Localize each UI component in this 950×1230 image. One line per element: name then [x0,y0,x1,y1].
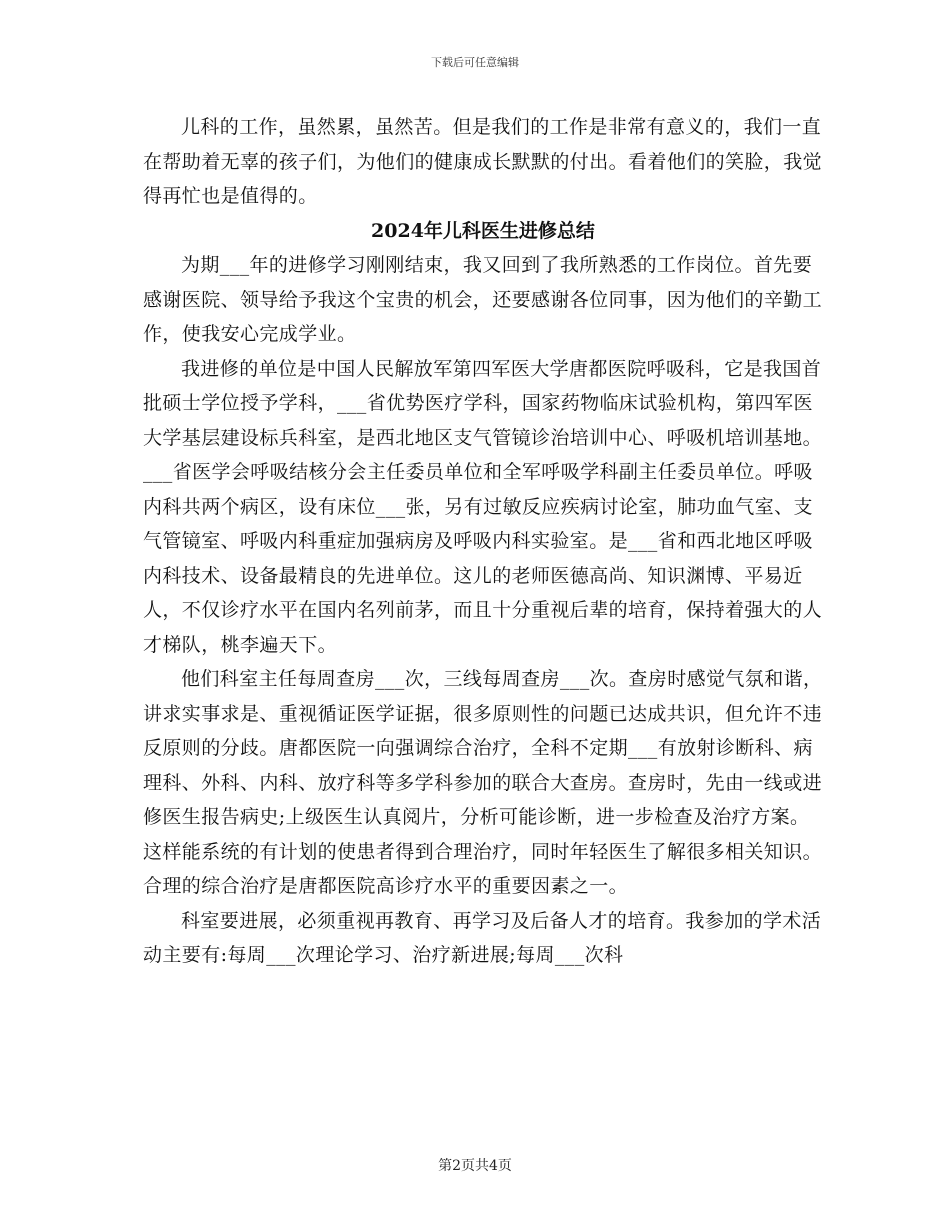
document-body [143,110,823,973]
body-paragraph-2: 我进修的单位是中国人民解放军第四军医大学唐都医院呼吸科，它是我国首批硕士学位授予学科，___省优势医疗学科，国家药物临床试验机构，第四军医大学基层建设标兵科室，是西北地区支气管镜诊治培训中心、呼吸机培训基地。___省医学会呼吸结核分会主任委员单位和全军呼吸学科副主任委员单位。呼吸内科共两个病区，设有床位___张，另有过敏反应疾病讨论室，肺功血气室、支气管镜室、呼吸内科重症加强病房及呼吸内科实验室。是___省和西北地区呼吸内科技术、设备最精良的先进单位。这儿的老师医德高尚、知识渊博、平易近人，不仅诊疗水平在国内名列前茅，而且十分重视后辈的培育，保持着强大的人才梯队，桃李遍天下。 [143,357,823,656]
document-title: 2024年儿科医生进修总结 [371,219,595,242]
body-paragraph-4: 科室要进展，必须重视再教育、再学习及后备人才的培育。我参加的学术活动主要有:每周___次理论学习、治疗新进展;每周___次科 [143,909,822,966]
page-number-footer: 第2页共4页 [438,1158,512,1174]
body-paragraph-3: 他们科室主任每周查房___次，三线每周查房___次。查房时感觉气氛和谐，讲求实事求是、重视循证医学证据，很多原则性的问题已达成共识，但允许不违反原则的分歧。唐都医院一向强调综合治疗，全科不定期___有放射诊断科、病理科、外科、内科、放疗科等多学科参加的联合大查房。查房时，先由一线或进修医生报告病史;上级医生认真阅片，分析可能诊断，进一步检查及治疗方案。这样能系统的有计划的使患者得到合理治疗，同时年轻医生了解很多相关知识。合理的综合治疗是唐都医院高诊疗水平的重要因素之一。 [143,668,823,897]
intro-paragraph: 儿科的工作，虽然累，虽然苦。但是我们的工作是非常有意义的，我们一直在帮助着无辜的孩子们，为他们的健康成长默默的付出。看着他们的笑脸，我觉得再忙也是值得的。 [143,116,823,207]
body-paragraph-1: 为期___年的进修学习刚刚结束，我又回到了我所熟悉的工作岗位。首先要感谢医院、领导给予我这个宝贵的机会，还要感谢各位同事，因为他们的辛勤工作，使我安心完成学业。 [143,254,823,345]
page-header-note: 下载后可任意编辑 [431,56,519,69]
